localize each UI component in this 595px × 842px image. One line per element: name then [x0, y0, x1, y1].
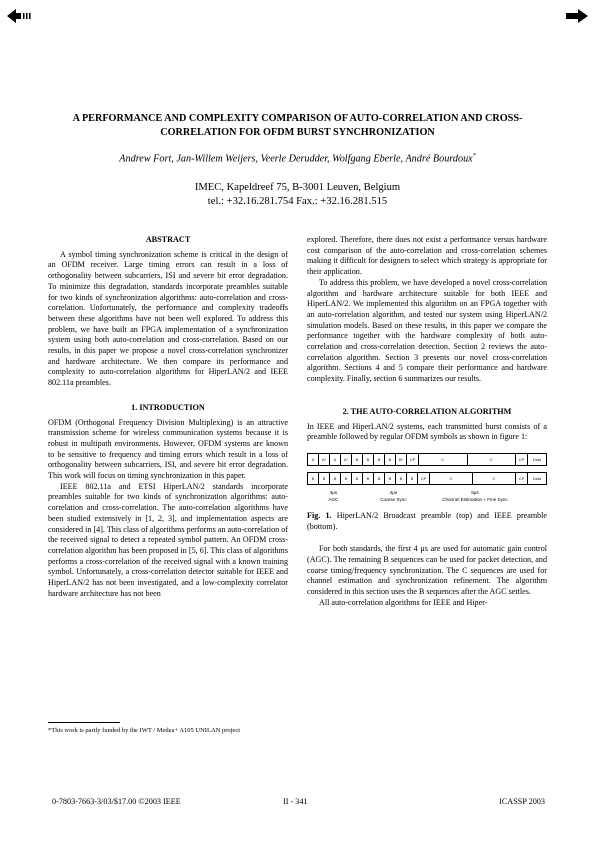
affiliation-contact: tel.: +32.16.281.754 Fax.: +32.16.281.515 [207, 195, 388, 207]
timing-purpose: Coarse Sync [380, 496, 407, 502]
preamble-cell: B [341, 473, 352, 484]
preamble-cell: B [363, 473, 374, 484]
author-list [40, 153, 555, 164]
footer-page-number: II - 341 [283, 797, 308, 806]
preamble-cell: A [308, 454, 319, 465]
affiliation-address: IMEC, Kapeldreef 75, B-3001 Leuven, Belgium [194, 182, 401, 193]
figure-caption-label: Fig. 1. [307, 510, 332, 520]
right-column [307, 235, 547, 609]
intro-paragraph-2: IEEE 802.11a and ETSI HiperLAN/2 standards incorporate preambles suitable for two kinds of synchronization algorithms: auto-correlation and cross-correlation. The auto-correlation algorithms have been studied extensively in [1, 2, 3], and implementation aspects are considered in [4]. This class of algorithms performs an auto-correlation of the received signal to detect a repeated symbol pattern. An OFDM cross-correlation algorithm has been proposed in [5, 6]. This class of algorithms performs a cross-correlation of the received signal with a known training symbol. Unfortunately, a cross-correlation detector suitable for IEEE and HiperLAN/2 has not been investigated, and a low-complexity correlator hardware architecture has not been [48, 481, 288, 598]
preamble-cell: B [374, 454, 385, 465]
timing-label [427, 489, 523, 503]
approach-paragraph: To address this problem, we have developed a novel cross-correlation algorithm and hardware architecture suitable for both IEEE and HiperLAN/2. We implemented this algorithm on an FPGA together with an auto-correlation algorithm, and tested our system using HiperLAN/2 simulation models. Based on these results, in this paper we compare the performance together with the hardware complexity of both auto-correlation and cross-correlation detection. Section 2 reviews the auto-correlation algorithm. Section 3 presents our novel cross-correlation algorithm. Sections 4 and 5 compare their performance and hardware complexity. Finally, section 6 summarizes our results. [307, 277, 547, 384]
preamble-cell: Data [532, 475, 542, 481]
preamble-cell: B [374, 473, 385, 484]
preamble-cell: CP [407, 454, 419, 465]
ieee-preamble-row [307, 472, 547, 485]
paper-title: A PERFORMANCE AND COMPLEXITY COMPARISON OF AUTO-CORRELATION AND CROSS-CORRELATION FOR OFDM BURST SYNCHRONIZATION [72, 113, 523, 138]
preamble-cell: B [319, 473, 330, 484]
hiperlan-preamble-row [307, 453, 547, 466]
author-names: Andrew Fort, Jan-Willem Weijers, Veerle Derudder, Wolfgang Eberle, André Bourdoux [119, 153, 473, 165]
introduction-heading: 1. INTRODUCTION [131, 402, 205, 412]
footer-copyright: 0-7803-7663-3/03/$17.00 ©2003 IEEE [52, 797, 181, 806]
preamble-cell: B [385, 454, 396, 465]
preamble-cell: CP [516, 473, 528, 484]
left-column [48, 235, 288, 600]
timing-purpose: AGC [328, 496, 339, 502]
timing-purpose: Channel Estimation + Fine Sync [442, 496, 508, 502]
intro-paragraph-1: OFDM (Orthogonal Frequency Division Multiplexing) is an attractive transmission scheme for wireless communication systems because it is robust in multipath environments. However, OFDM systems are known to be sensitive to frequency and timing errors which result in a loss of orthogonality between subcarriers, ISI, and severe bit error degradation. This work will focus on timing synchronization in this paper. [48, 417, 288, 481]
preamble-cell: B [352, 454, 363, 465]
abstract-heading: ABSTRACT [145, 235, 191, 244]
preamble-cell: A [330, 454, 341, 465]
preamble-cell: CP [516, 454, 528, 465]
preamble-cell: CP [418, 473, 430, 484]
preamble-cell: B [396, 473, 407, 484]
figure-1-caption [307, 511, 547, 532]
preamble-cell: B* [396, 454, 407, 465]
section2-heading: 2. THE AUTO-CORRELATION ALGORITHM [342, 406, 512, 416]
abstract-text: A symbol timing synchronization scheme is critical in the design of an OFDM receiver. Large timing errors can result in a loss of orthogonality between subcarriers, ISI and severe bit error degradation. To minimize this degradation, standards incorporate preambles suitable for two kinds of synchronization algorithms: auto-correlation and cross-correlation. Unfortunately, the performance and complexity tradeoffs between these algorithms have not been well explored. To address this problem, we have built an FPGA implementation of a synchronization system using both auto-correlation and cross-correlation. Based on our results, in this paper we propose a novel cross-correlation synchronizer and hardware architecture. We then compare its performance and complexity to auto-correlation algorithms for HiperLAN/2 and IEEE 802.11a preambles. [48, 249, 288, 388]
affiliation [40, 181, 555, 208]
preamble-cell: B [330, 473, 341, 484]
figure-timing-labels [307, 489, 547, 503]
continued-paragraph: explored. Therefore, there does not exist a performance versus hardware cost comparison of the auto-correlation and cross-correlation schemes making it difficult for designers to select which strategy is appropriate for their application. [307, 235, 547, 277]
timing-label [360, 489, 427, 503]
section2-paragraph-1: In IEEE and HiperLAN/2 systems, each transmitted burst consists of a preamble followed by regular OFDM symbols as shown in figure 1: [307, 421, 547, 442]
preamble-cell: B [308, 473, 319, 484]
preamble-cell: A* [341, 454, 352, 465]
back-arrow-icon[interactable] [7, 9, 33, 28]
preamble-cell: B [363, 454, 374, 465]
preamble-cell: C [430, 473, 473, 484]
timing-duration: 4μs [389, 489, 398, 495]
timing-duration: 4μs [329, 489, 338, 495]
figure-1 [307, 453, 547, 503]
preamble-cell: B [352, 473, 363, 484]
forward-arrow-icon[interactable] [566, 9, 588, 28]
preamble-cell: C [419, 454, 468, 465]
section2-paragraph-2: For both standards, the first 4 μs are used for automatic gain control (AGC). The remaining B sequences can be used for packet detection, and coarse timing/frequency synchronization. The C sequences are used for channel estimation and synchronization refinement. The algorithm considered in this section uses the B sequences after the AGC settles. [307, 544, 547, 597]
preamble-cell: C [468, 454, 517, 465]
preamble-cell: Data [532, 456, 542, 462]
section2-paragraph-3: All auto-correlation algorithms for IEEE and Hiper- [319, 597, 488, 607]
preamble-cell: B [385, 473, 396, 484]
author-footnote-mark: * [472, 153, 476, 159]
preamble-cell: B [407, 473, 418, 484]
preamble-cell: C [473, 473, 516, 484]
preamble-cell: A* [319, 454, 330, 465]
footer-conference: ICASSP 2003 [499, 797, 545, 806]
figure-caption-text: HiperLAN/2 Broadcast preamble (top) and IEEE preamble (bottom). [307, 510, 548, 531]
timing-label [307, 489, 360, 503]
footnote: *This work is partly funded by the IWT / Medea+ A105 UNILAN project [48, 727, 241, 734]
timing-duration: 8μs [471, 489, 479, 495]
footnote-rule [48, 722, 120, 723]
